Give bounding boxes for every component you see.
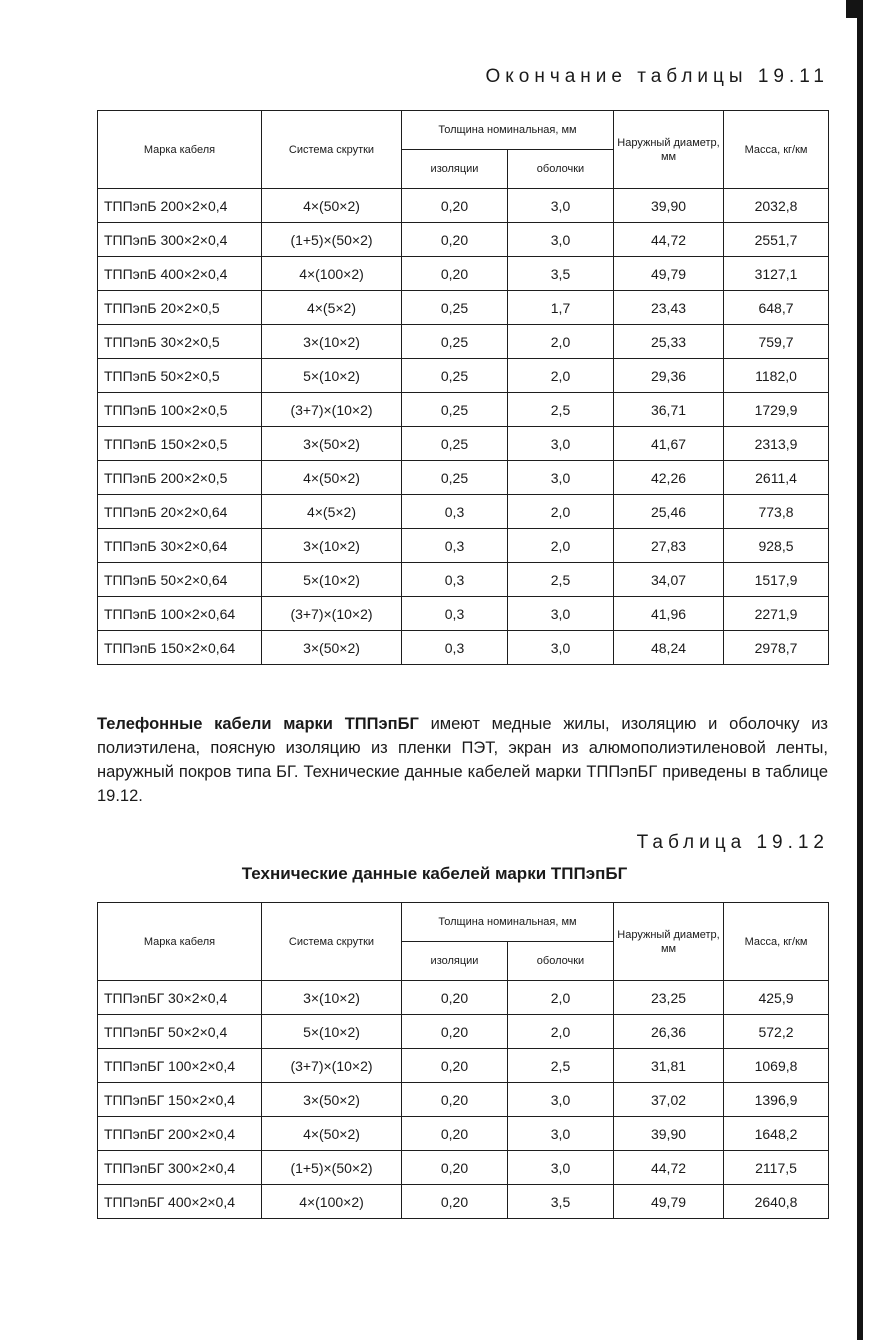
- cell-diameter: 48,24: [614, 631, 724, 665]
- cell-mass: 2117,5: [724, 1151, 829, 1185]
- cell-insulation: 0,3: [402, 529, 508, 563]
- cell-diameter: 41,67: [614, 427, 724, 461]
- table-row: [98, 257, 829, 291]
- cell-twist: 3×(50×2): [262, 631, 402, 665]
- header-brand: Марка кабеля: [98, 111, 262, 189]
- header-thickness: Толщина номинальная, мм: [402, 903, 614, 942]
- cell-sheath: 2,0: [508, 325, 614, 359]
- cell-insulation: 0,25: [402, 325, 508, 359]
- cell-diameter: 49,79: [614, 1185, 724, 1219]
- cell-insulation: 0,20: [402, 1151, 508, 1185]
- cell-insulation: 0,20: [402, 1117, 508, 1151]
- table-row: [98, 1015, 829, 1049]
- table-row: [98, 631, 829, 665]
- table-row: [98, 325, 829, 359]
- cell-mass: 572,2: [724, 1015, 829, 1049]
- cell-twist: 5×(10×2): [262, 1015, 402, 1049]
- cell-insulation: 0,20: [402, 257, 508, 291]
- cell-brand: ТППэпБ 200×2×0,5: [98, 461, 262, 495]
- cell-twist: 3×(10×2): [262, 529, 402, 563]
- cell-sheath: 3,0: [508, 427, 614, 461]
- table-row: [98, 1151, 829, 1185]
- cell-brand: ТППэпБ 300×2×0,4: [98, 223, 262, 257]
- cell-sheath: 2,5: [508, 393, 614, 427]
- cell-insulation: 0,25: [402, 461, 508, 495]
- cell-sheath: 2,0: [508, 529, 614, 563]
- cell-sheath: 3,5: [508, 257, 614, 291]
- cell-twist: 4×(50×2): [262, 1117, 402, 1151]
- cell-diameter: 37,02: [614, 1083, 724, 1117]
- table-title: Технические данные кабелей марки ТППэпБГ: [241, 864, 628, 883]
- cell-twist: (1+5)×(50×2): [262, 223, 402, 257]
- cell-insulation: 0,20: [402, 223, 508, 257]
- table-row: [98, 427, 829, 461]
- cell-twist: (1+5)×(50×2): [262, 1151, 402, 1185]
- cell-twist: (3+7)×(10×2): [262, 597, 402, 631]
- cell-sheath: 3,0: [508, 1117, 614, 1151]
- cell-insulation: 0,20: [402, 1083, 508, 1117]
- cell-sheath: 3,0: [508, 631, 614, 665]
- table-row: [98, 291, 829, 325]
- header-twist: Система скрутки: [262, 903, 402, 981]
- cell-twist: 4×(50×2): [262, 461, 402, 495]
- cell-brand: ТППэпБГ 200×2×0,4: [98, 1117, 262, 1151]
- cell-diameter: 42,26: [614, 461, 724, 495]
- cell-diameter: 25,46: [614, 495, 724, 529]
- cell-brand: ТППэпБ 400×2×0,4: [98, 257, 262, 291]
- cell-mass: 2551,7: [724, 223, 829, 257]
- cell-diameter: 39,90: [614, 1117, 724, 1151]
- header-twist: Система скрутки: [262, 111, 402, 189]
- cell-sheath: 2,5: [508, 1049, 614, 1083]
- cell-brand: ТППэпБ 200×2×0,4: [98, 189, 262, 223]
- cell-insulation: 0,3: [402, 631, 508, 665]
- cell-sheath: 2,0: [508, 359, 614, 393]
- cell-sheath: 3,0: [508, 1083, 614, 1117]
- table-row: [98, 223, 829, 257]
- header-mass: Масса, кг/км: [724, 903, 829, 981]
- cell-sheath: 3,5: [508, 1185, 614, 1219]
- cell-mass: 1069,8: [724, 1049, 829, 1083]
- cell-brand: ТППэпБГ 100×2×0,4: [98, 1049, 262, 1083]
- cell-diameter: 41,96: [614, 597, 724, 631]
- cell-twist: 3×(50×2): [262, 427, 402, 461]
- cell-insulation: 0,25: [402, 393, 508, 427]
- cable-table-19-12: [97, 902, 829, 1219]
- cell-brand: ТППэпБГ 400×2×0,4: [98, 1185, 262, 1219]
- cell-mass: 2978,7: [724, 631, 829, 665]
- header-thickness: Толщина номинальная, мм: [402, 111, 614, 150]
- cell-twist: 3×(10×2): [262, 981, 402, 1015]
- cell-sheath: 3,0: [508, 461, 614, 495]
- cell-twist: 4×(50×2): [262, 189, 402, 223]
- header-diameter: Наружный диаметр, мм: [614, 903, 724, 981]
- cell-brand: ТППэпБ 50×2×0,64: [98, 563, 262, 597]
- cell-mass: 1729,9: [724, 393, 829, 427]
- table-row: [98, 461, 829, 495]
- cell-brand: ТППэпБ 50×2×0,5: [98, 359, 262, 393]
- cell-sheath: 2,5: [508, 563, 614, 597]
- cell-insulation: 0,20: [402, 1185, 508, 1219]
- cell-diameter: 23,43: [614, 291, 724, 325]
- cell-brand: ТППэпБ 100×2×0,5: [98, 393, 262, 427]
- table-row: [98, 359, 829, 393]
- paragraph-lead: Телефонные кабели марки ТППэпБГ: [97, 715, 419, 733]
- cell-twist: (3+7)×(10×2): [262, 1049, 402, 1083]
- cell-twist: 3×(50×2): [262, 1083, 402, 1117]
- cell-diameter: 44,72: [614, 1151, 724, 1185]
- cell-brand: ТППэпБ 100×2×0,64: [98, 597, 262, 631]
- cell-twist: 5×(10×2): [262, 563, 402, 597]
- header-insulation: изоляции: [402, 942, 508, 981]
- page-edge-bar: [857, 0, 863, 1340]
- cell-mass: 3127,1: [724, 257, 829, 291]
- header-sheath: оболочки: [508, 150, 614, 189]
- cell-mass: 773,8: [724, 495, 829, 529]
- cell-twist: 4×(100×2): [262, 1185, 402, 1219]
- cell-diameter: 26,36: [614, 1015, 724, 1049]
- cell-brand: ТППэпБГ 300×2×0,4: [98, 1151, 262, 1185]
- cell-diameter: 34,07: [614, 563, 724, 597]
- table-row: [98, 981, 829, 1015]
- cell-insulation: 0,20: [402, 1049, 508, 1083]
- cell-twist: 4×(100×2): [262, 257, 402, 291]
- cell-diameter: 36,71: [614, 393, 724, 427]
- header-diameter: Наружный диаметр, мм: [614, 111, 724, 189]
- cell-mass: 2313,9: [724, 427, 829, 461]
- cell-insulation: 0,20: [402, 981, 508, 1015]
- cell-diameter: 49,79: [614, 257, 724, 291]
- cell-insulation: 0,20: [402, 189, 508, 223]
- table-row: [98, 393, 829, 427]
- table-row: [98, 1117, 829, 1151]
- cell-sheath: 3,0: [508, 597, 614, 631]
- cell-brand: ТППэпБГ 150×2×0,4: [98, 1083, 262, 1117]
- header-sheath: оболочки: [508, 942, 614, 981]
- cell-mass: 1396,9: [724, 1083, 829, 1117]
- cell-brand: ТППэпБ 20×2×0,64: [98, 495, 262, 529]
- cell-mass: 2611,4: [724, 461, 829, 495]
- cell-brand: ТППэпБ 30×2×0,5: [98, 325, 262, 359]
- cell-twist: 5×(10×2): [262, 359, 402, 393]
- cell-sheath: 2,0: [508, 981, 614, 1015]
- cell-sheath: 3,0: [508, 223, 614, 257]
- cell-brand: ТППэпБ 150×2×0,5: [98, 427, 262, 461]
- cell-sheath: 3,0: [508, 1151, 614, 1185]
- cell-twist: 3×(10×2): [262, 325, 402, 359]
- cell-insulation: 0,25: [402, 427, 508, 461]
- table-row: [98, 495, 829, 529]
- cell-diameter: 27,83: [614, 529, 724, 563]
- cell-brand: ТППэпБГ 30×2×0,4: [98, 981, 262, 1015]
- cell-insulation: 0,25: [402, 291, 508, 325]
- cell-mass: 2640,8: [724, 1185, 829, 1219]
- cell-sheath: 1,7: [508, 291, 614, 325]
- table-caption-continuation: Окончание таблицы 19.11: [485, 66, 829, 87]
- table-caption-19-12: Таблица 19.12: [636, 832, 829, 853]
- cell-sheath: 2,0: [508, 1015, 614, 1049]
- cell-mass: 648,7: [724, 291, 829, 325]
- cell-diameter: 31,81: [614, 1049, 724, 1083]
- table-row: [98, 189, 829, 223]
- cell-twist: (3+7)×(10×2): [262, 393, 402, 427]
- table-row: [98, 1049, 829, 1083]
- cell-sheath: 3,0: [508, 189, 614, 223]
- cell-mass: 1182,0: [724, 359, 829, 393]
- cable-table-19-11: [97, 110, 829, 665]
- cell-mass: 928,5: [724, 529, 829, 563]
- description-paragraph: [97, 712, 828, 808]
- cell-insulation: 0,3: [402, 563, 508, 597]
- cell-mass: 1517,9: [724, 563, 829, 597]
- cell-diameter: 44,72: [614, 223, 724, 257]
- header-brand: Марка кабеля: [98, 903, 262, 981]
- cell-brand: ТППэпБ 30×2×0,64: [98, 529, 262, 563]
- cell-twist: 4×(5×2): [262, 495, 402, 529]
- cell-mass: 1648,2: [724, 1117, 829, 1151]
- cell-insulation: 0,20: [402, 1015, 508, 1049]
- cell-diameter: 23,25: [614, 981, 724, 1015]
- cell-brand: ТППэпБГ 50×2×0,4: [98, 1015, 262, 1049]
- cell-twist: 4×(5×2): [262, 291, 402, 325]
- cell-insulation: 0,3: [402, 495, 508, 529]
- cell-diameter: 39,90: [614, 189, 724, 223]
- cell-insulation: 0,3: [402, 597, 508, 631]
- cell-brand: ТППэпБ 20×2×0,5: [98, 291, 262, 325]
- table-row: [98, 563, 829, 597]
- paragraph-text: имеют медные жилы, изоляцию и оболочку из полиэтилена, поясную изоляцию из пленки ПЭТ, экран из алюмополиэтиленовой ленты, наружный покров типа БГ. Технические данные кабелей марки ТППэпБГ приведены в таблице 19.12.: [97, 715, 828, 805]
- table-row: [98, 1185, 829, 1219]
- cell-insulation: 0,25: [402, 359, 508, 393]
- table-row: [98, 1083, 829, 1117]
- cell-brand: ТППэпБ 150×2×0,64: [98, 631, 262, 665]
- cell-mass: 2032,8: [724, 189, 829, 223]
- header-mass: Масса, кг/км: [724, 111, 829, 189]
- table-row: [98, 529, 829, 563]
- cell-diameter: 29,36: [614, 359, 724, 393]
- cell-mass: 425,9: [724, 981, 829, 1015]
- cell-mass: 2271,9: [724, 597, 829, 631]
- table-row: [98, 597, 829, 631]
- cell-mass: 759,7: [724, 325, 829, 359]
- cell-sheath: 2,0: [508, 495, 614, 529]
- cell-diameter: 25,33: [614, 325, 724, 359]
- header-insulation: изоляции: [402, 150, 508, 189]
